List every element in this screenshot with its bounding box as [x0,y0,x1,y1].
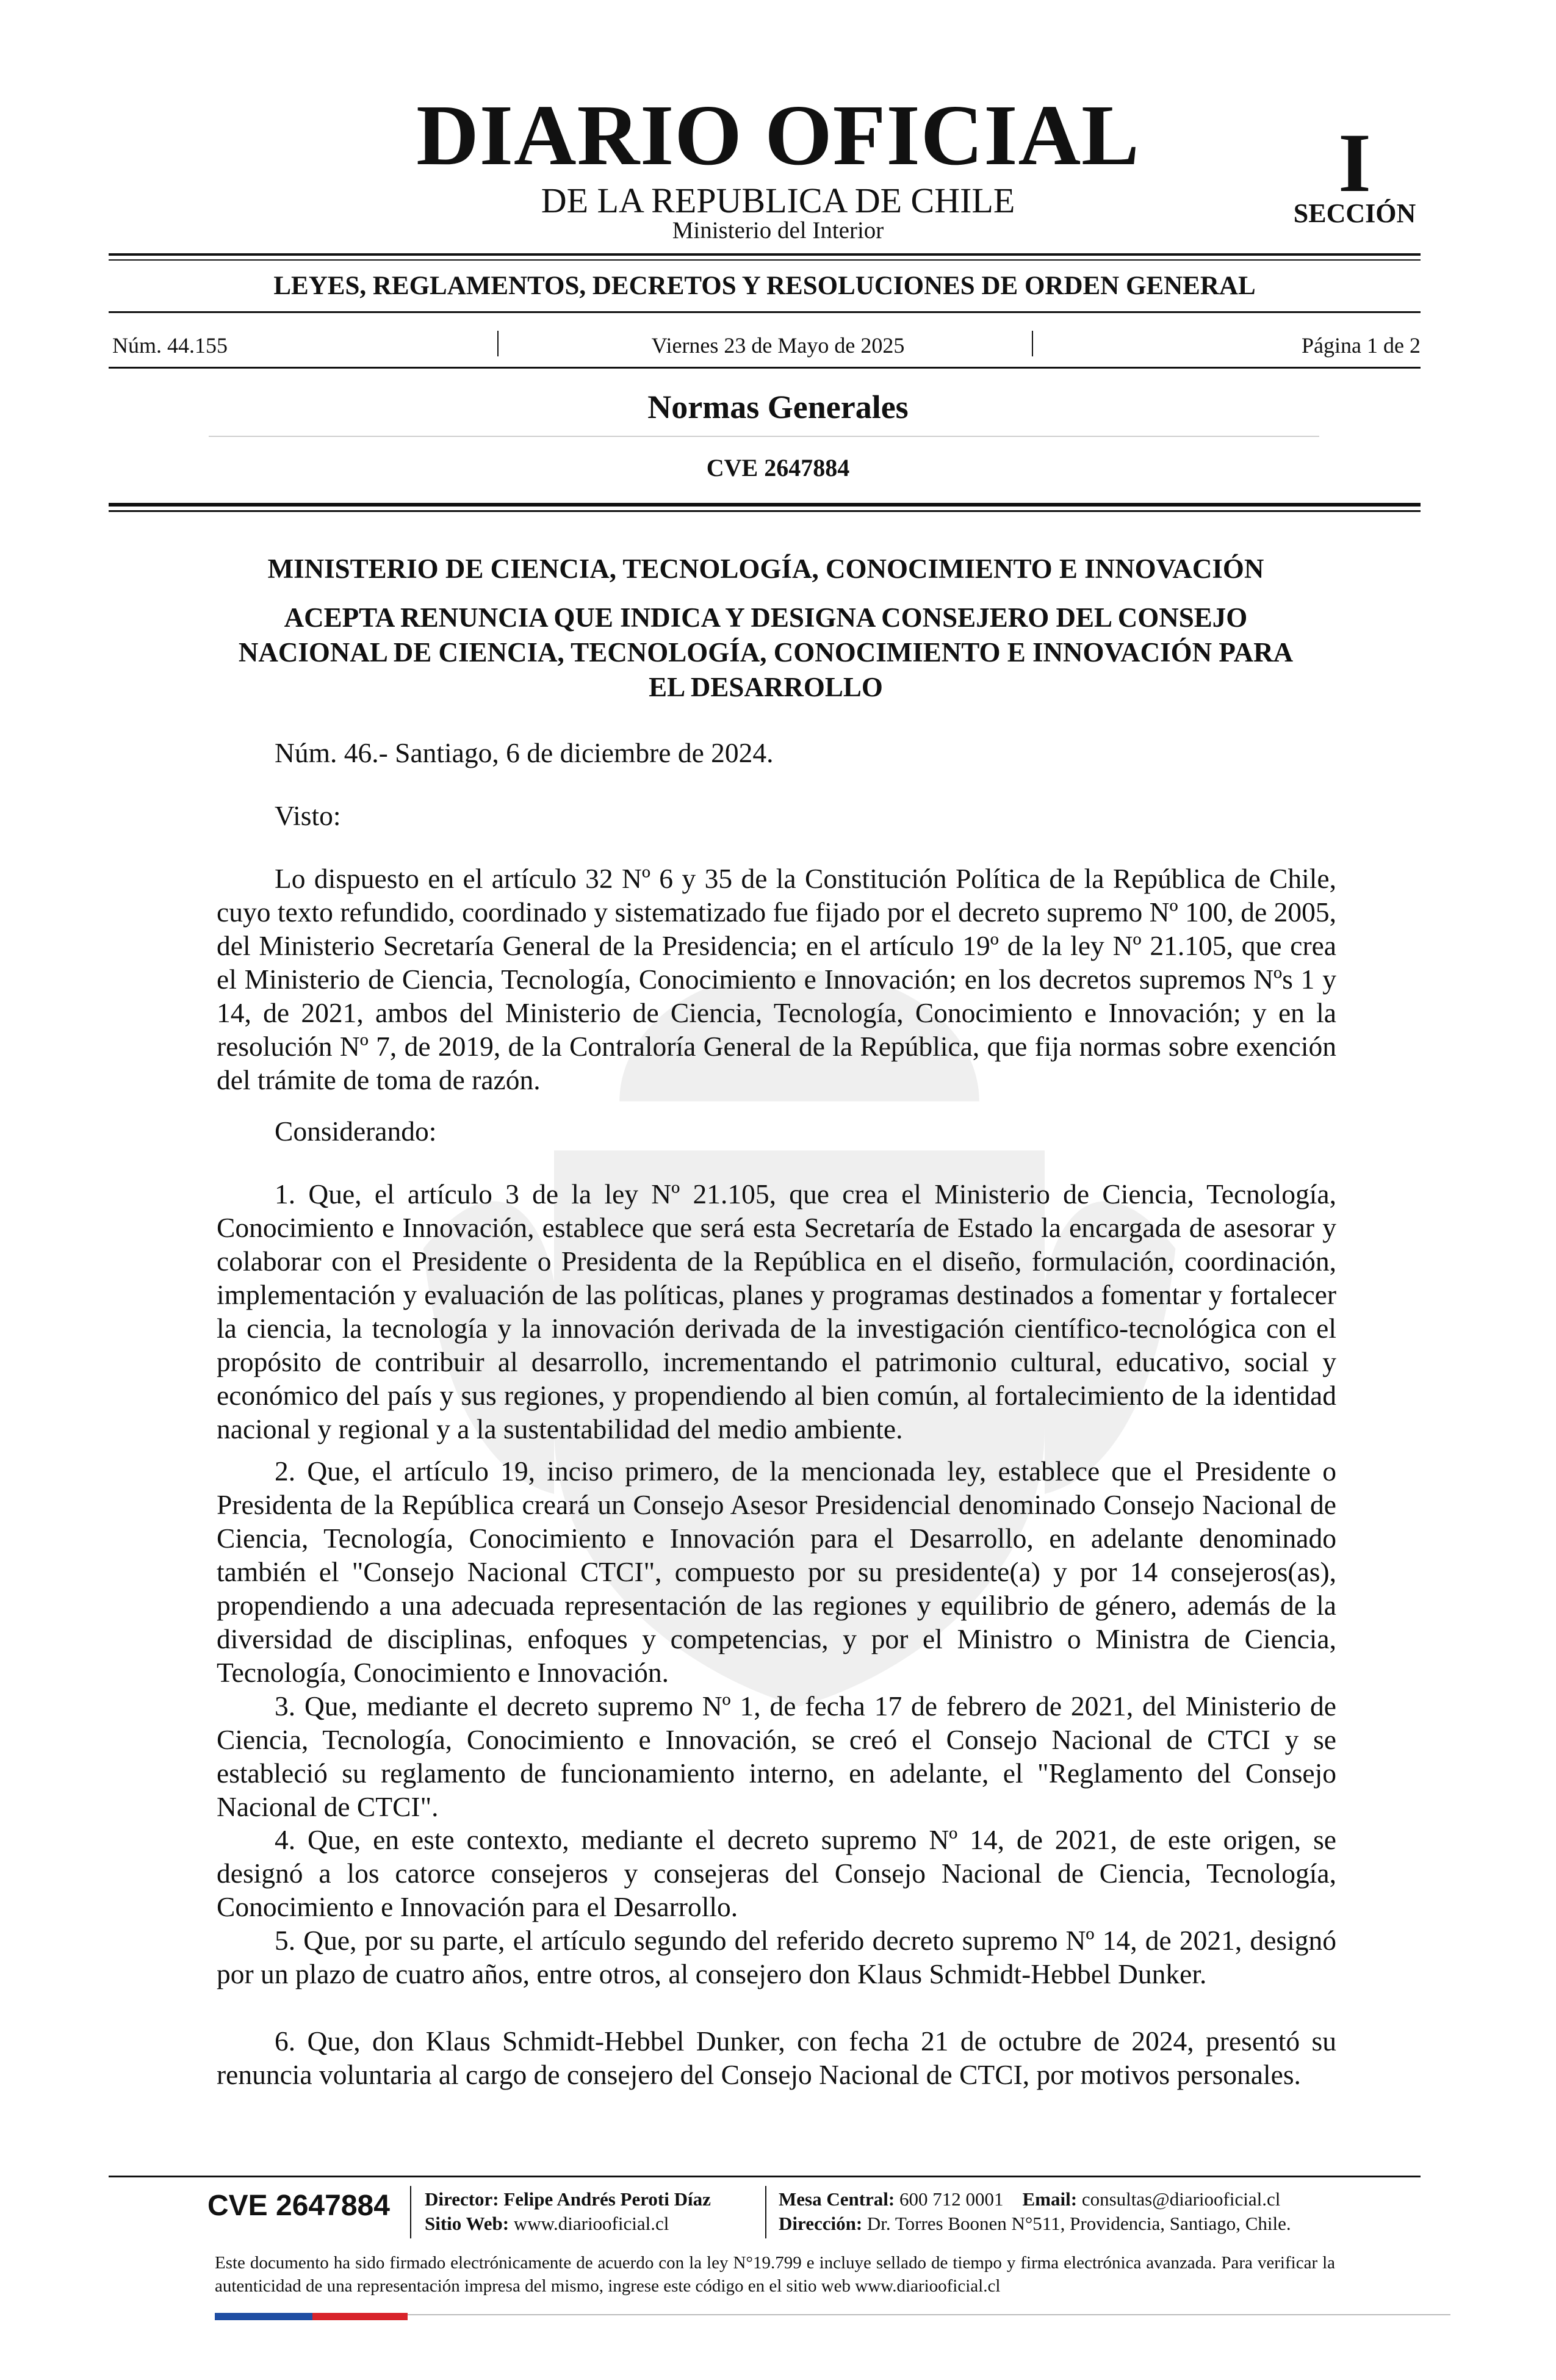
document-title-line: ACEPTA RENUNCIA QUE INDICA Y DESIGNA CONSEJERO DEL CONSEJO [284,602,1248,633]
document-title-line: EL DESARROLLO [649,672,883,702]
section-number: I [1338,116,1371,209]
issue-number: Núm. 44.155 [112,333,228,358]
footer-cve-code: CVE 2647884 [207,2190,390,2222]
double-rule-thin [109,510,1421,512]
section-label: SECCIÓN [1293,198,1416,228]
considerando-item: 4. Que, en este contexto, mediante el decreto supremo Nº 14, de 2021, de este origen, se designó a los catorce consejeros y consejeras del Consejo Nacional de Ciencia, Tecnología, Conocimiento e Innovación para el Desarrollo. [217,1824,1336,1922]
address-value: Dr. Torres Boonen N°511, Providencia, Santiago, Chile. [866,2213,1291,2234]
page-indicator: Página 1 de 2 [1302,333,1421,358]
ministry-line: Ministerio del Interior [672,217,884,243]
newspaper-title: DIARIO OFICIAL [416,87,1140,183]
flag-stripe-blue [215,2313,312,2320]
footer-contact-block [779,2187,1291,2236]
mesa-phone: 600 712 0001 [899,2188,1004,2210]
double-rule-thick [109,503,1421,507]
header-rule-thin [109,259,1421,261]
cve-code: CVE 2647884 [706,454,850,481]
newspaper-subtitle: DE LA REPUBLICA DE CHILE [541,181,1015,220]
flag-stripe-red [312,2313,408,2320]
site-label: Sitio Web: [425,2213,510,2234]
issue-date: Viernes 23 de Mayo de 2025 [651,333,905,358]
email-link[interactable]: consultas@diariooficial.cl [1081,2188,1281,2210]
section-title: Normas Generales [647,389,909,425]
email-label: Email: [1022,2188,1078,2210]
considerando-item: 3. Que, mediante el decreto supremo Nº 1, de fecha 17 de febrero de 2021, del Ministerio de Ciencia, Tecnología, Conocimiento e Innovación, se creó el Consejo Nacional de CTCI y se estableció su reglamento de funcionamiento interno, en adelante, el "Reglamento del Consejo Nacional de CTCI". [217,1690,1336,1822]
issue-rule [109,367,1421,369]
header-rule-thick [109,253,1421,256]
mesa-label: Mesa Central: [779,2188,895,2210]
site-link[interactable]: www.diariooficial.cl [513,2213,669,2234]
issue-divider [1032,331,1033,356]
footer-divider [765,2186,766,2238]
footer-director-block [425,2187,711,2236]
footer-rule [109,2176,1421,2177]
address-label: Dirección: [779,2213,863,2234]
director-name: Felipe Andrés Peroti Díaz [503,2188,711,2210]
visto-paragraph: Lo dispuesto en el artículo 32 Nº 6 y 35 de la Constitución Política de la República de Chile, cuyo texto refundido, coordinado y sistematizado fue fijado por el decreto supremo Nº 100, de 2005, del Ministerio Secretaría General de la Presidencia; en el artículo 19º de la ley Nº 21.105, que crea el Ministerio de Ciencia, Tecnología, Conocimiento e Innovación; en los decretos supremos Nºs 1 y 14, de 2021, ambos del Ministerio de Ciencia, Tecnología, Conocimiento e Innovación; y en la resolución Nº 7, de 2019, de la Contraloría General de la República, que fija normas sobre exención del trámite de toma de razón. [217,863,1336,1095]
considerando-item: 5. Que, por su parte, el artículo segundo del referido decreto supremo Nº 14, de 2021, designó por un plazo de cuatro años, entre otros, al consejero don Klaus Schmidt-Hebbel Dunker. [217,1925,1336,1989]
footer-legal-notice: Este documento ha sido firmado electrónicamente de acuerdo con la ley N°19.799 e incluye sellado de tiempo y firma electrónica avanzada. Para verificar la autenticidad de una representación impresa del mismo, ingrese este código en el sitio web www.diariooficial.cl [215,2253,1335,2296]
ministry-heading: MINISTERIO DE CIENCIA, TECNOLOGÍA, CONOCIMIENTO E INNOVACIÓN [267,554,1264,584]
decree-number-place: Núm. 46.- Santiago, 6 de diciembre de 2024. [275,737,774,768]
considerando-item: 2. Que, el artículo 19, inciso primero, de la mencionada ley, establece que el Presidente o Presidenta de la República creará un Consejo Asesor Presidencial denominado Consejo Nacional de Ciencia, Tecnología, Conocimiento e Innovación para el Desarrollo, en adelante denominado también el "Consejo Nacional CTCI", compuesto por su presidente(a) y por 14 consejeros(as), propendiendo a una adecuada representación de las regiones y equilibrio de género, además de la diversidad de disciplinas, enfoques y competencias, y por el Ministro o Ministra de Ciencia, Tecnología, Conocimiento e Innovación. [217,1455,1336,1688]
document-title-line: NACIONAL DE CIENCIA, TECNOLOGÍA, CONOCIMIENTO E INNOVACIÓN PARA [238,637,1294,668]
visto-label: Visto: [275,800,341,831]
category-rule [109,311,1421,313]
section-title-rule [209,436,1319,437]
director-label: Director: [425,2188,499,2210]
considerando-item: 1. Que, el artículo 3 de la ley Nº 21.105, que crea el Ministerio de Ciencia, Tecnología, Conocimiento e Innovación, establece que será esta Secretaría de Estado la encargada de asesorar y colaborar con el Presidente o Presidenta de la República en el diseño, formulación, coordinación, implementación y evaluación de las políticas, planes y programas destinados a fomentar y fortalecer la ciencia, la tecnología y la innovación derivada de la investigación científico-tecnológica con el propósito de contribuir al desarrollo, incrementando el patrimonio cultural, educativo, social y económico del país y sus regiones, y propendiendo al bien común, al fortalecimiento de la identidad nacional y regional y a la sustentabilidad del medio ambiente. [217,1178,1336,1444]
considerando-item: 6. Que, don Klaus Schmidt-Hebbel Dunker, con fecha 21 de octubre de 2024, presentó su renuncia voluntaria al cargo de consejero del Consejo Nacional de CTCI, por motivos personales. [217,2025,1336,2090]
category-heading: LEYES, REGLAMENTOS, DECRETOS Y RESOLUCIONES DE ORDEN GENERAL [273,272,1256,300]
considerando-label: Considerando: [275,1116,437,1147]
footer-divider [410,2186,411,2238]
